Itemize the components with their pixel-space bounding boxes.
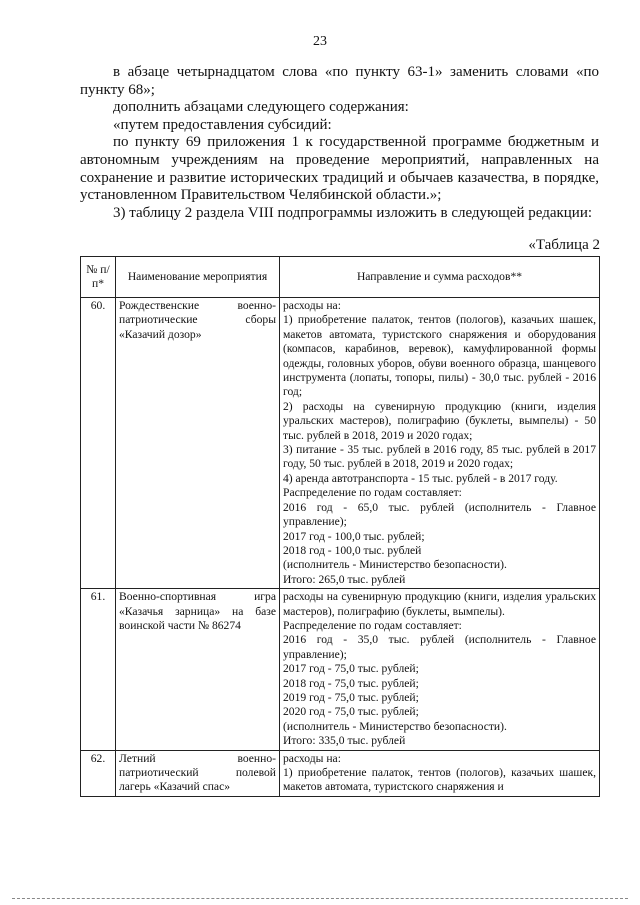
expense-line: 2020 год - 75,0 тыс. рублей; [283,705,419,719]
intro-text [80,64,599,222]
expense-line: Распределение по годам составляет: [283,486,462,500]
intro-paragraph-5: 3) таблицу 2 раздела VIII подпрограммы изложить в следующей редакции: [113,204,593,221]
expense-line: 2017 год - 100,0 тыс. рублей; [283,529,425,543]
expense-line: 2016 год - 35,0 тыс. рублей (исполнитель - Главное управление); [283,633,596,661]
expense-details [280,298,600,589]
expense-line: 3) питание - 35 тыс. рублей в 2016 году, 85 тыс. рублей в 2017 году, 50 тыс. рублей в 2018, 2019 и 2020 годах; [283,443,596,471]
expense-line: 2017 год - 75,0 тыс. рублей; [283,662,419,676]
event-name: Военно-спортивная игра «Казачья зарница» на базе воинской части № 86274 [116,589,280,750]
table-header-row [81,257,600,298]
row-number: 62. [81,750,116,796]
expense-details [280,589,600,750]
table-row [81,750,600,796]
expense-line: (исполнитель - Министерство безопасности). [283,558,507,572]
expense-line: Распределение по годам составляет: [283,618,462,632]
expense-line: расходы на: [283,299,341,312]
expense-line: 2016 год - 65,0 тыс. рублей (исполнитель - Главное управление); [283,500,596,529]
intro-paragraph-4: по пункту 69 приложения 1 к государственной программе бюджетным и автономным учреждениям на проведение мероприятий, направленных на сохранение и развитие исторических традиций и обычаев казачества, в порядке, установленном Правительством Челябинской области.»; [80,134,599,204]
intro-paragraph-1: в абзаце четырнадцатом слова «по пункту 63-1» заменить словами «по пункту 68»; [80,64,599,98]
expense-line: (исполнитель - Министерство безопасности). [283,719,507,733]
event-name: Рождественские военно-патриотические сборы «Казачий дозор» [116,298,280,589]
expense-line: 2) расходы на сувенирную продукцию (книги, изделия уральских мастеров), полиграфию (буклеты, вымпелы) - 50 тыс. рублей в 2018, 2019 и 2020 годах; [283,399,596,442]
expense-line: 1) приобретение палаток, тентов (пологов), казачьих шашек, макетов автомата, туристского снаряжения и оборудования (компасов, карабинов, веревок), камуфлированной формы одежды, головных уборов, обуви военного образца, шанцевого инструмента (лопаты, топоры, пилы) - 30,0 тыс. рублей - 2016 год; [283,313,596,399]
table-row [81,298,600,589]
row-number: 61. [81,589,116,750]
expense-line: 4) аренда автотранспорта - 15 тыс. рублей - в 2017 году. [283,471,558,485]
expense-total: Итого: 265,0 тыс. рублей [283,572,406,586]
intro-paragraph-3: «путем предоставления субсидий: [113,116,332,133]
event-name: Летний военно-патриотический полевой лагерь «Казачий спас» [116,750,280,796]
expense-details [280,750,600,796]
expense-line: 2018 год - 100,0 тыс. рублей [283,543,422,557]
header-event-name: Наименование мероприятия [116,257,280,298]
expense-line: 1) приобретение палаток, тентов (пологов), казачьих шашек, макетов автомата, туристского снаряжения и [283,766,596,794]
page-number: 23 [313,34,327,49]
expenses-table [80,256,600,797]
row-number: 60. [81,298,116,589]
expense-line: расходы на сувенирную продукцию (книги, изделия уральских мастеров), полиграфию (буклеты, вымпелы). [283,590,596,618]
intro-paragraph-2: дополнить абзацами следующего содержания: [113,99,409,116]
header-expenses: Направление и сумма расходов** [280,257,600,298]
expense-total: Итого: 335,0 тыс. рублей [283,734,406,748]
table-row [81,589,600,750]
scan-edge-line [12,898,628,899]
expense-line: 2018 год - 75,0 тыс. рублей; [283,676,419,690]
expense-line: расходы на: [283,751,341,765]
expense-line: 2019 год - 75,0 тыс. рублей; [283,690,419,704]
table-caption: «Таблица 2 [528,237,600,253]
header-number: № п/п* [81,257,116,298]
